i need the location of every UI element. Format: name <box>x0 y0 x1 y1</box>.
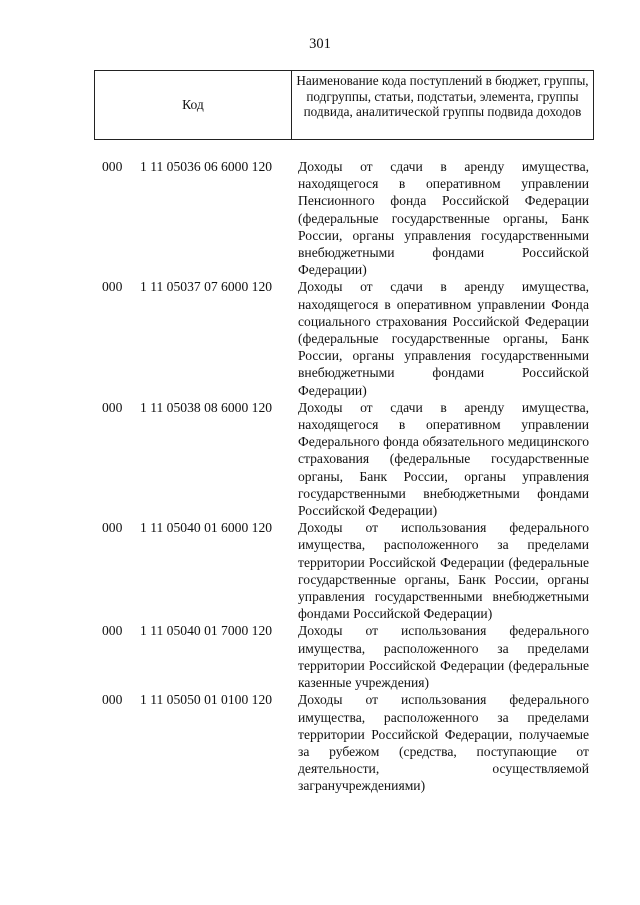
revenue-code: 1 11 05038 08 6000 120 <box>140 399 273 415</box>
revenue-code: 1 11 05040 01 7000 120 <box>140 623 273 639</box>
revenue-code: 1 11 05037 07 6000 120 <box>140 279 273 295</box>
admin-code: 000 <box>102 623 123 639</box>
admin-code: 000 <box>102 692 123 708</box>
list-item <box>0 278 640 398</box>
revenue-description: Доходы от сдачи в аренду имущества, находящегося в оперативном управлении Пенсионного фонда Российской Федерации (федеральные государственные органы, Банк России, органы управления государственными внебюджетными фондами Российской Федерации) <box>298 159 589 278</box>
revenue-description: Доходы от использования федерального имущества, расположенного за пределами территории Российской Федерации (федеральные государственные органы, Банк России, органы управления государственными внебюджетными фондами Российской Федерации) <box>298 520 589 622</box>
list-item <box>0 399 640 519</box>
header-name-cell <box>292 71 593 139</box>
admin-code: 000 <box>102 279 123 295</box>
header-code-label: Код <box>182 97 204 112</box>
list-item <box>0 519 640 622</box>
revenue-description: Доходы от сдачи в аренду имущества, находящегося в оперативном управлении Фонда социального страхования Российской Федерации (федеральные государственные органы, Банк России, органы управления государственными внебюджетными фондами Российской Федерации) <box>298 279 589 398</box>
revenue-code: 1 11 05040 01 6000 120 <box>140 520 273 536</box>
list-item <box>0 691 640 794</box>
list-item <box>0 622 640 691</box>
admin-code: 000 <box>102 399 123 415</box>
page-number: 301 <box>309 36 331 52</box>
admin-code: 000 <box>102 520 123 536</box>
table-header <box>94 70 594 140</box>
revenue-description: Доходы от сдачи в аренду имущества, находящегося в оперативном управлении Федерального фонда обязательного медицинского страхования (федеральные государственные органы, Банк России, органы управления государственными внебюджетными фондами Российской Федерации) <box>298 399 589 519</box>
revenue-code: 1 11 05036 06 6000 120 <box>140 159 273 174</box>
revenue-code: 1 11 05050 01 0100 120 <box>140 692 273 708</box>
header-code-cell <box>95 71 292 139</box>
revenue-description: Доходы от использования федерального имущества, расположенного за пределами территории Российской Федерации (федеральные казенные учреждения) <box>298 623 589 691</box>
header-name-label: Наименование кода поступлений в бюджет, группы, подгруппы, статьи, подстатьи, элемента, группы подвида, аналитической группы подвида доходов <box>296 73 589 120</box>
entries-list <box>0 158 640 795</box>
revenue-description: Доходы от использования федерального имущества, расположенного за пределами территории Российской Федерации, получаемые за рубежом (средства, поступающие от деятельности, осуществляемой загранучреждениями) <box>298 692 589 794</box>
admin-code: 000 <box>102 159 123 174</box>
list-item <box>0 158 640 278</box>
